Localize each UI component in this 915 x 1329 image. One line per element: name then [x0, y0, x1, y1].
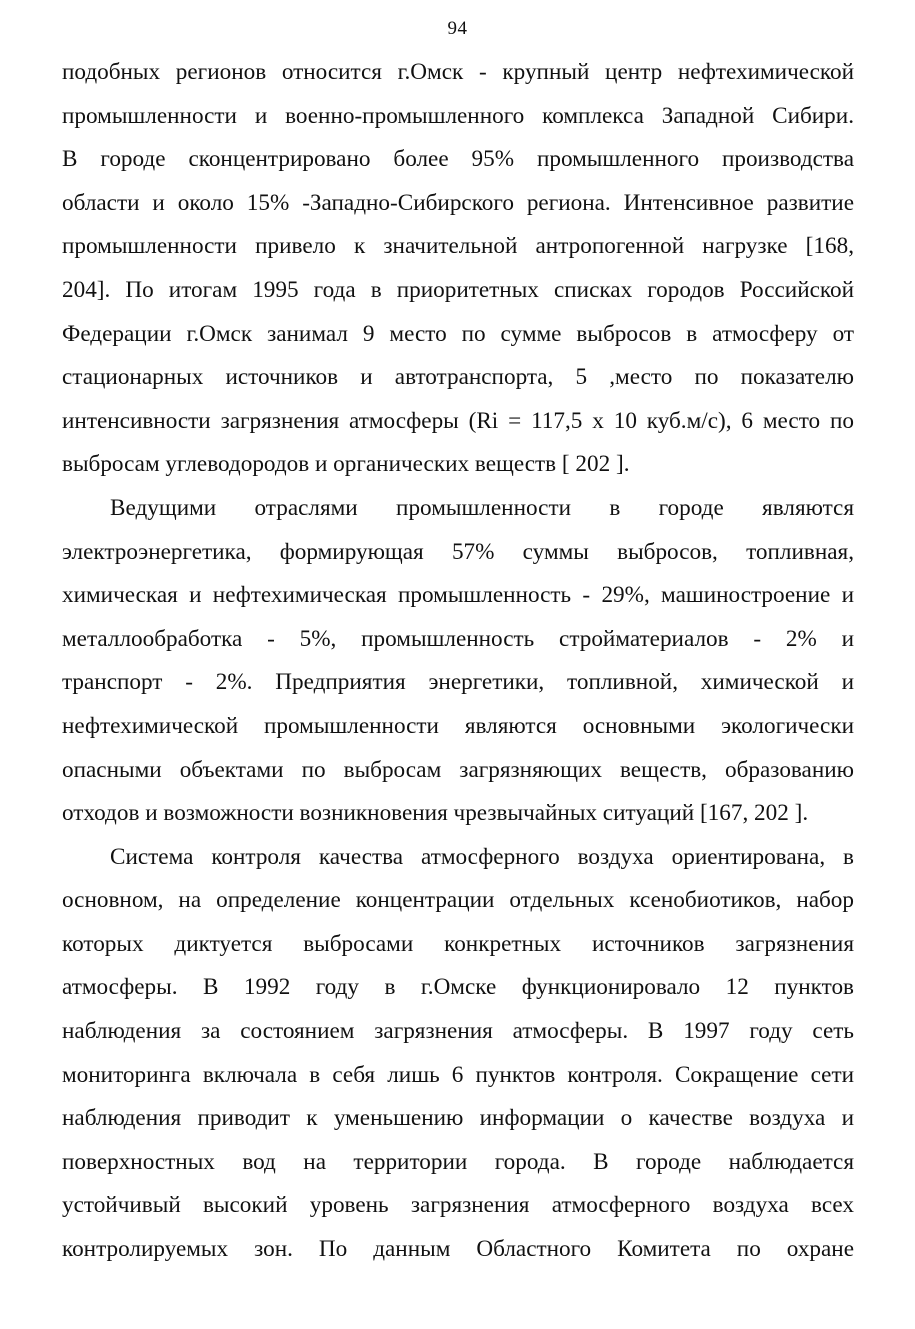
- text-line: атмосферы. В 1992 году в г.Омске функционировало 12 пунктов: [62, 974, 854, 1001]
- text-line: 204]. По итогам 1995 года в приоритетных списках городов Российской: [62, 276, 854, 303]
- text-line: Федерации г.Омск занимал 9 место по сумме выбросов в атмосферу от: [62, 320, 854, 347]
- text-line: которых диктуется выбросами конкретных источников загрязнения: [62, 930, 854, 957]
- text-line: нефтехимической промышленности являются основными экологически: [62, 712, 854, 739]
- text-line: области и около 15% -Западно-Сибирского региона. Интенсивное развитие: [62, 189, 854, 216]
- text-line: основном, на определение концентрации отдельных ксенобиотиков, набор: [62, 887, 854, 914]
- paragraph-2: [62, 487, 854, 836]
- text-line: промышленности привело к значительной антропогенной нагрузке [168,: [62, 233, 854, 260]
- text-line: наблюдения за состоянием загрязнения атмосферы. В 1997 году сеть: [62, 1018, 854, 1045]
- text-line: устойчивый высокий уровень загрязнения атмосферного воздуха всех: [62, 1192, 854, 1219]
- text-line: металлообработка - 5%, промышленность стройматериалов - 2% и: [62, 625, 854, 652]
- text-line: интенсивности загрязнения атмосферы (Ri = 117,5 х 10 куб.м/с), 6 место по: [62, 407, 854, 434]
- text-line: химическая и нефтехимическая промышленность - 29%, машиностроение и: [62, 582, 854, 609]
- text-line: поверхностных вод на территории города. В городе наблюдается: [62, 1148, 854, 1175]
- text-line: подобных регионов относится г.Омск - крупный центр нефтехимической: [62, 59, 854, 85]
- text-line: транспорт - 2%. Предприятия энергетики, топливной, химической и: [62, 669, 854, 696]
- paragraph-1: [62, 51, 854, 487]
- paragraph-3: [62, 836, 854, 1272]
- text-line: опасными объектами по выбросам загрязняющих веществ, образованию: [62, 756, 854, 783]
- text-line: Система контроля качества атмосферного воздуха ориентирована, в: [110, 843, 854, 870]
- text-line: контролируемых зон. По данным Областного Комитета по охране: [62, 1236, 854, 1263]
- text-line: Ведущими отраслями промышленности в городе являются: [110, 494, 854, 521]
- body-text: [62, 51, 854, 1272]
- text-line: отходов и возможности возникновения чрезвычайных ситуаций [167, 202 ].: [62, 800, 809, 827]
- text-line: мониторинга включала в себя лишь 6 пунктов контроля. Сокращение сети: [62, 1061, 854, 1088]
- text-line: наблюдения приводит к уменьшению информации о качестве воздуха и: [62, 1105, 854, 1132]
- text-line: В городе сконцентрировано более 95% промышленного производства: [62, 146, 854, 173]
- text-line: промышленности и военно-промышленного комплекса Западной Сибири.: [62, 102, 854, 129]
- page-number: 94: [447, 18, 468, 39]
- text-line: электроэнергетика, формирующая 57% суммы выбросов, топливная,: [62, 538, 854, 565]
- text-line: выбросам углеводородов и органических веществ [ 202 ].: [62, 451, 630, 478]
- text-line: стационарных источников и автотранспорта, 5 ,место по показателю: [62, 364, 854, 391]
